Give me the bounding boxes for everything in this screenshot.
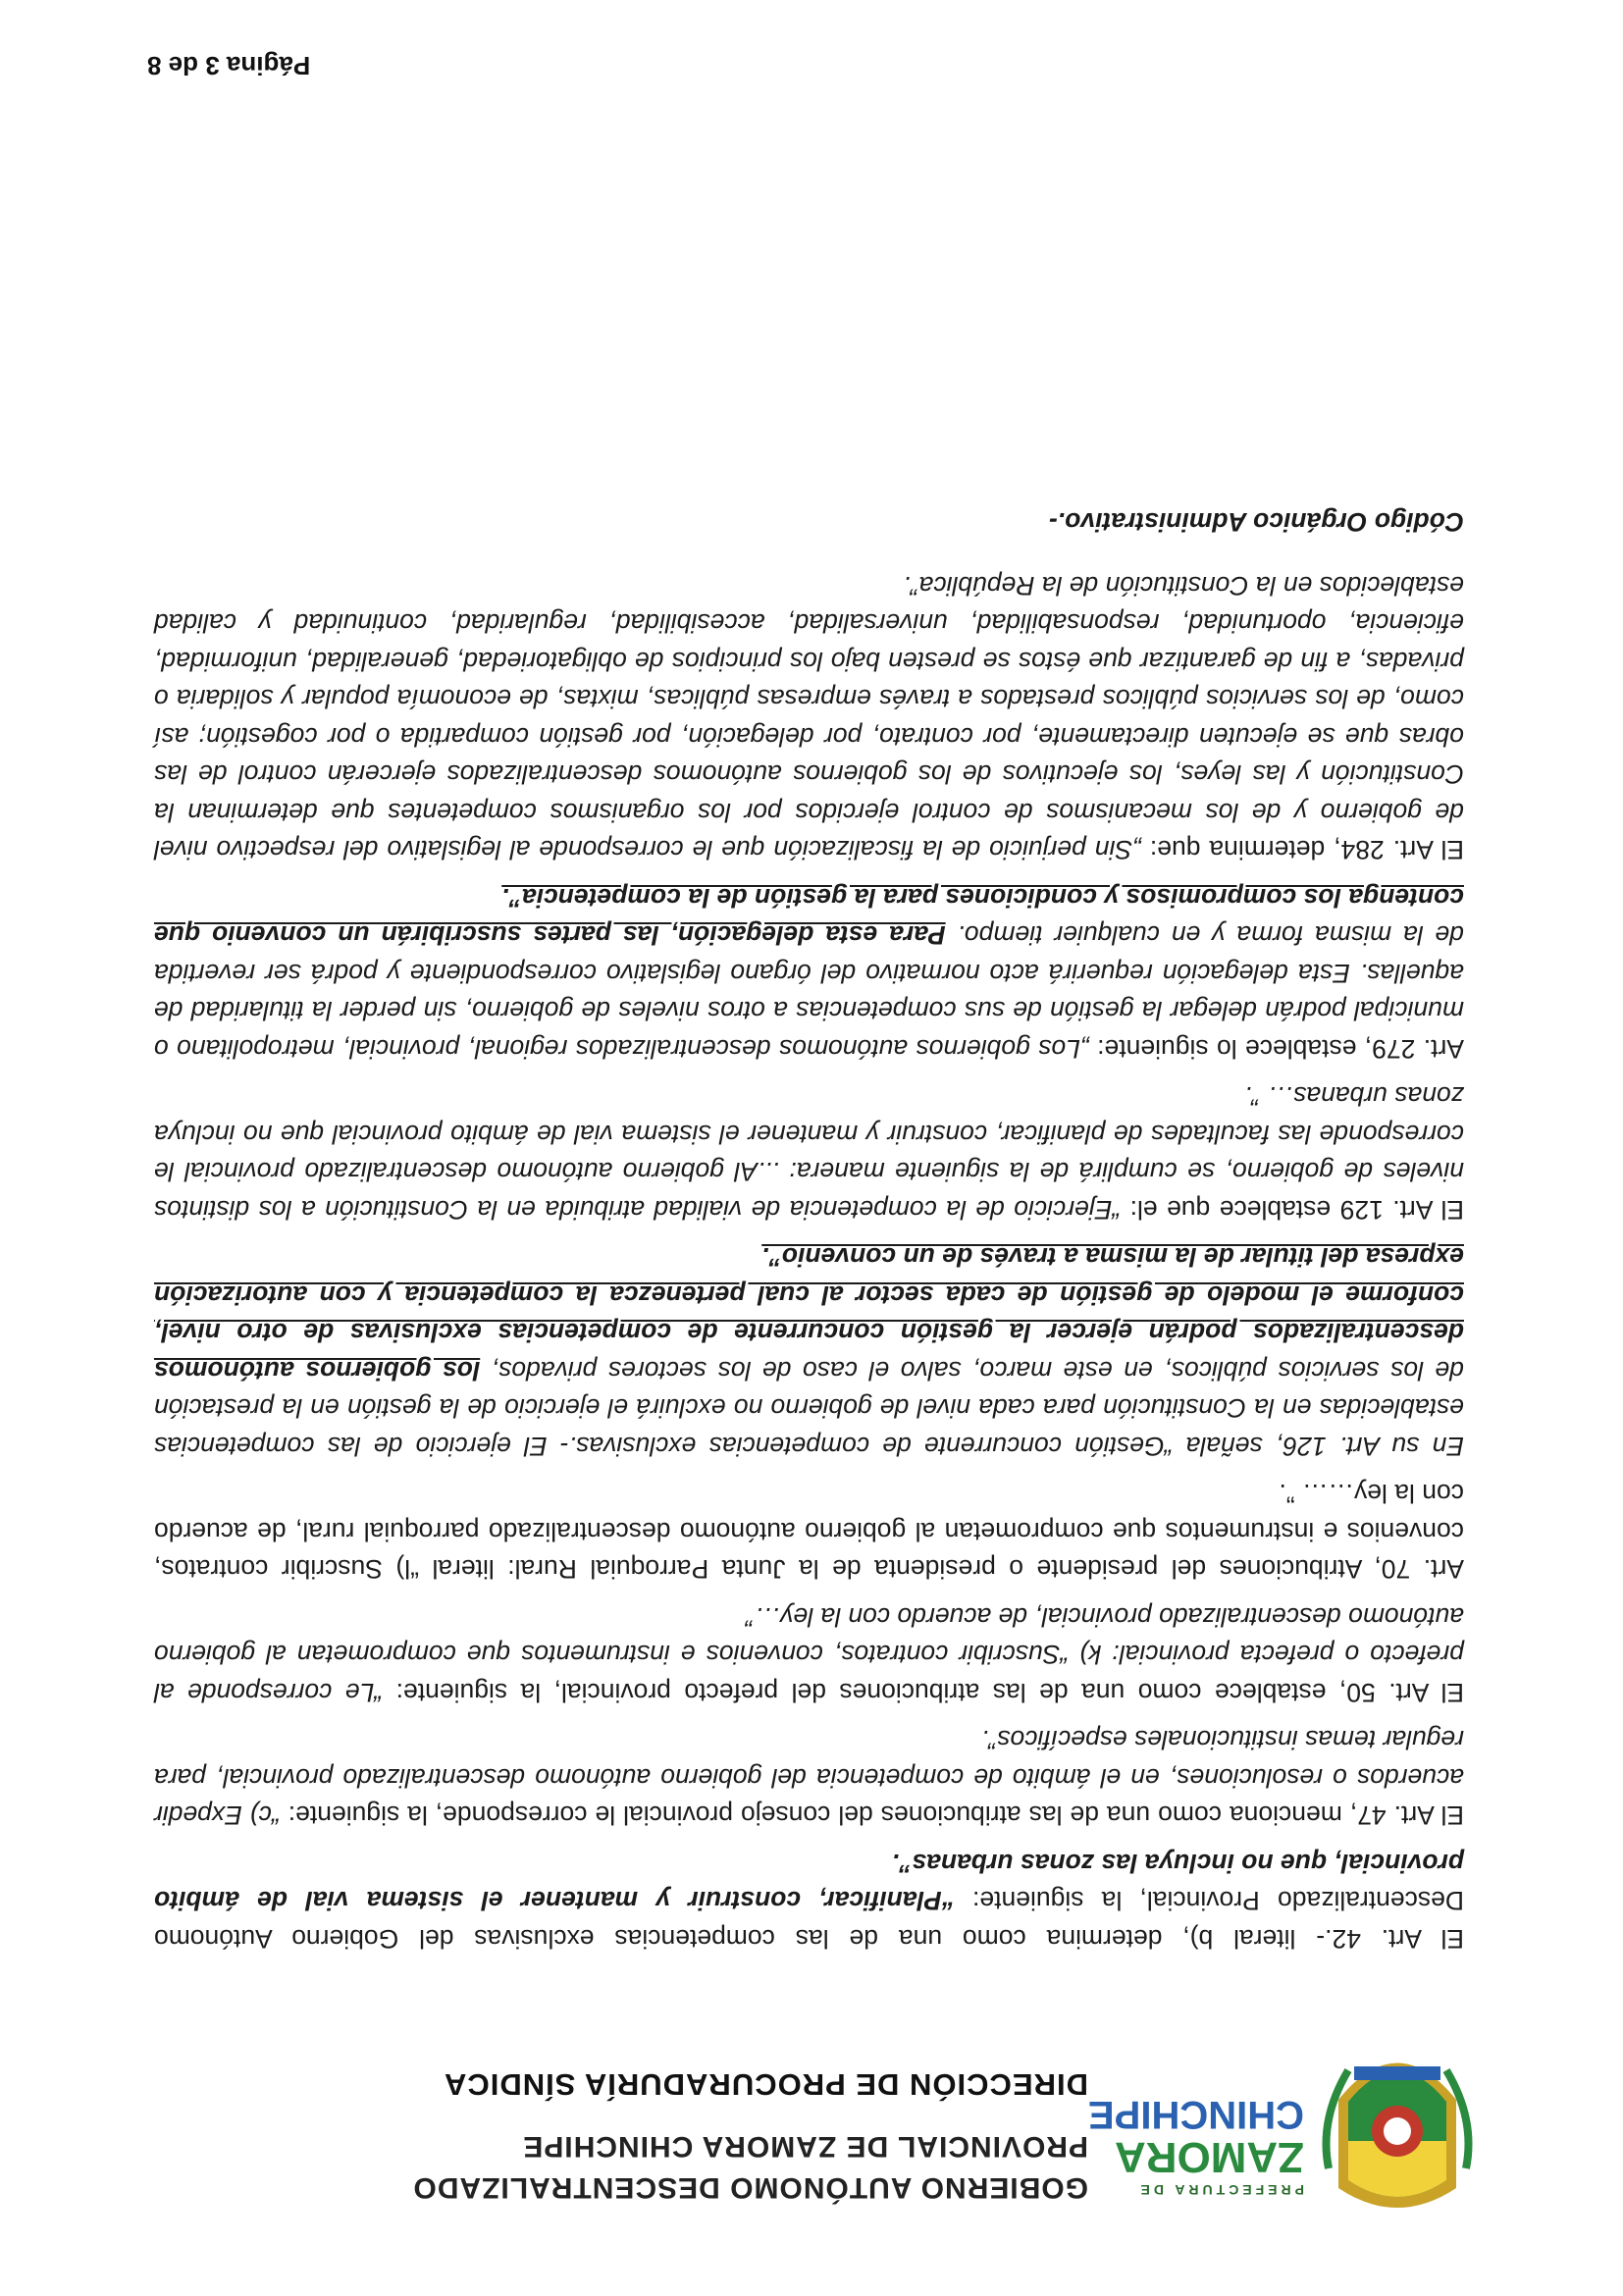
paragraph-art-70: Art. 70, Atribuciones del presidente o presidenta de la Junta Parroquial Rural: literal “l) Suscribir contratos, convenios e instrumentos que comprometan al gobierno autónomo descentralizado parroquial rural, de acuerdo con la ley…… ”. bbox=[154, 1479, 1464, 1585]
brand-name-line2: CHINCHIPE bbox=[1087, 2093, 1304, 2136]
paragraph-art-284: El Art. 284, determina que: „Sin perjuicio de la fiscalización que le corresponde al legislativo del respectivo nivel de gobierno y de los mecanismos de control ejercidos por los organismos competentes que determinan la Constitución y las leyes, los ejecutivos de los gobiernos autónomos descentralizados ejercerán control de las obras que se ejecuten directamente, por contrato, por delegación, por gestión compartida o por cogestión; así como, de los servicios públicos prestados a través empresas públicas, mixtas, de economía popular y solidaria o privadas, a fin de garantizar que éstos se presten bajo los principios de obligatoriedad, generalidad, uniformidad, eficiencia, oportunidad, responsabilidad, universalidad, accesibilidad, regularidad, continuidad y calidad establecidos en la Constitución de la República”. bbox=[154, 571, 1464, 865]
page-number: Página 3 de 8 bbox=[147, 51, 311, 80]
brand-prefix: PREFECTURA DE bbox=[1136, 2182, 1304, 2198]
title-line-2: PROVINCIAL DE ZAMORA CHINCHIPE bbox=[522, 2130, 1088, 2163]
paragraph-art-126: En su Art. 126, señala “Gestión concurrente de competencias exclusivas.- El ejercicio de las competencias establecidas en la Constitución para cada nivel de gobierno no excluirá el ejercicio de la gestión en la prestación de los servicios públicos, en este marco, salvo el caso de los sectores privados, los gobiernos autónomos descentralizados podrán ejercer la gestión concurrente de competencias exclusivas de otro nivel, conforme el modelo de gestión de cada sector al cual pertenezca la competencia y con autorización expresa del titular de la misma a través de un convenio”. bbox=[153, 1242, 1464, 1461]
document-body bbox=[154, 494, 1464, 1957]
paragraph-art-279: Art. 279, establece lo siguiente: „Los gobiernos autónomos descentralizados regional, provincial, metropolitano o municipal podrán delegar la gestión de sus competencias a otros niveles de gobierno, sin perder la titularidad de aquellas. Esta delegación requerirá acto normativo del órgano legislativo correspondiente y podrá ser revertida de la misma forma y en cualquier tiempo. Para esta delegación, las partes suscribirán un convenio que contenga los compromisos y condiciones para la gestión de la competencia”. bbox=[154, 883, 1464, 1064]
paragraph-art-50: El Art. 50, establece como una de las atribuciones del prefecto provincial, la siguiente: “Le corresponde al prefecto o prefecta provincial: k) “Suscribir contratos, convenios e instrumentos que comprometan al gobierno autónomo descentralizado provincial, de acuerdo con la ley…” bbox=[154, 1602, 1464, 1707]
paragraph-art-42: El Art. 42.- literal b), determina como una de las competencias exclusivas del Gobierno Autónomo Descentralizado Provincial, la siguiente: “Planificar, construir y mantener el sistema vial de ámbito provincial, que no incluya las zonas urbanas”. bbox=[154, 1849, 1464, 1954]
department-title: DIRECCIÓN DE PROCURADURÍA SÍNDICA bbox=[443, 2067, 1088, 2102]
institution-titles bbox=[146, 2061, 1088, 2208]
paragraph-art-47: El Art. 47, menciona como una de las atribuciones del consejo provincial le corresponde, la siguiente: “c) Expedir acuerdos o resoluciones, en el ámbito de competencia del gobierno autónomo descentralizado provincial, para regular temas institucionales específicos”. bbox=[154, 1725, 1464, 1831]
brand-name-line1: ZAMORA bbox=[1114, 2133, 1304, 2181]
section-heading: Código Orgánico Administrativo.- bbox=[1048, 507, 1464, 538]
brand-logo bbox=[1087, 2093, 1304, 2198]
coat-of-arms-icon bbox=[1319, 2021, 1476, 2227]
letterhead bbox=[141, 2002, 1476, 2237]
paragraph-art-129: El Art. 129 establece que el: “Ejercicio de la competencia de vialidad atribuida en la Constitución a los distintos niveles de gobierno, se cumplirá de la siguiente manera: ...Al gobierno autónomo descentralizado provincial le corresponde las facultades de planificar, construir y mantener el sistema vial de ámbito provincial que no incluya zonas urbanas… ”. bbox=[154, 1081, 1464, 1225]
title-line-1: GOBIERNO AUTÓNOMO DESCENTRALIZADO bbox=[412, 2171, 1088, 2204]
